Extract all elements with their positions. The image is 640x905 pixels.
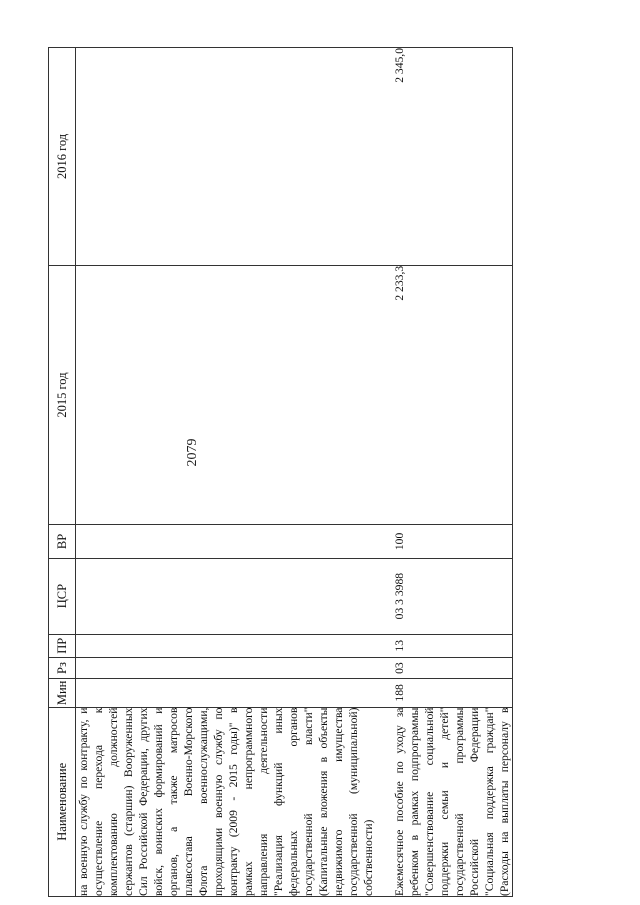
name-line: проходящими военную службу по (212, 707, 225, 896)
name-line: Российской Федерации (468, 707, 481, 896)
row-name-cell (76, 707, 377, 896)
name-line: войск, воинских формирований и (152, 707, 165, 896)
cell-csr (76, 558, 377, 634)
cell-min: 188 (392, 679, 513, 707)
name-line: государственной (муниципальной) (347, 707, 360, 896)
cell-pr: 13 (392, 634, 513, 657)
col-header-pr: ПР (49, 634, 76, 657)
name-line: на военную службу по контракту, и (77, 707, 90, 896)
cell-2015: 2 233,3 (392, 265, 513, 524)
name-line: поддержки семьи и детей" (438, 707, 451, 896)
name-line: федеральных органов (287, 707, 300, 896)
name-line: (Капитальные вложения в объекты (317, 707, 330, 896)
name-line: (Расходы на выплаты персоналу в (498, 707, 511, 896)
name-line: ребенком в рамках подпрограммы (408, 707, 421, 896)
name-line: государственной власти" (302, 707, 315, 896)
col-header-csr: ЦСР (49, 558, 76, 634)
name-line: Сил Российской Федерации, других (137, 707, 150, 896)
name-line: Флота военнослужащими, (197, 707, 210, 896)
name-line: сержантов (старшин) Вооруженных (122, 707, 135, 896)
cell-rz: 03 (392, 657, 513, 678)
cell-csr: 03 3 3988 (392, 558, 513, 634)
name-line: недвижимого имущества (332, 707, 345, 896)
cell-pr (76, 634, 377, 657)
name-line: "Совершенствование социальной (423, 707, 436, 896)
page-number: 2079 (185, 438, 200, 467)
cell-min (76, 679, 377, 707)
cell-2016 (76, 48, 377, 266)
name-line: "Реализация функций иных (272, 707, 285, 896)
row-name-cell (392, 707, 513, 896)
name-line: осуществление перехода к (92, 707, 105, 896)
row-spacer (376, 48, 392, 897)
name-line: рамках непрограммного (242, 707, 255, 896)
name-line: плавсостава Военно-Морского (182, 707, 195, 896)
table-row (392, 48, 513, 897)
name-line: "Социальная поддержка граждан" (483, 707, 496, 896)
cell-2015 (76, 265, 377, 524)
name-line: комплектованию должностей (107, 707, 120, 896)
col-header-name: Наименование (49, 707, 76, 896)
col-header-2016: 2016 год (49, 48, 76, 266)
name-line: органов, а также матросов (167, 707, 180, 896)
table-row (76, 48, 377, 897)
name-line: направления деятельности (257, 707, 270, 896)
cell-rz (76, 657, 377, 678)
name-line: собственности) (362, 819, 375, 896)
name-line: Ежемесячное пособие по уходу за (393, 707, 406, 896)
name-line: контракту (2009 - 2015 годы)" в (227, 707, 240, 896)
col-header-min: Мин (49, 679, 76, 707)
col-header-vr: ВР (49, 525, 76, 558)
col-header-rz: Рз (49, 657, 76, 678)
table-header-row (49, 48, 76, 897)
cell-vr (76, 525, 377, 558)
cell-vr: 100 (392, 525, 513, 558)
col-header-2015: 2015 год (49, 265, 76, 524)
cell-2016: 2 345,0 (392, 48, 513, 266)
name-line: государственной программы (453, 707, 466, 896)
budget-table (48, 47, 513, 897)
